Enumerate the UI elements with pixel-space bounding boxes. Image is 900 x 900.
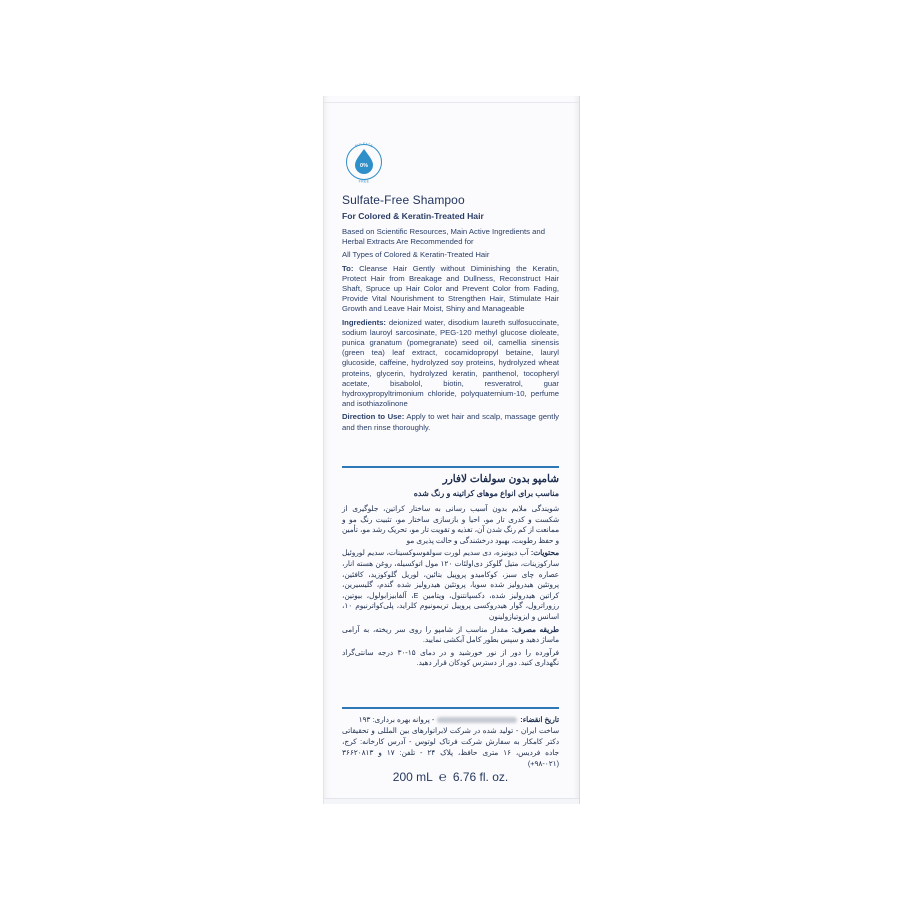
persian-ingredients-paragraph xyxy=(342,548,559,622)
persian-ingredients-label: محتویات: xyxy=(530,548,559,558)
persian-subtitle: مناسب برای انواع موهای کراتینه و رنگ شده xyxy=(413,489,559,498)
persian-text-block xyxy=(342,472,559,671)
english-text-block xyxy=(342,193,559,436)
section-divider-top xyxy=(342,466,559,468)
persian-usage-paragraph xyxy=(342,625,559,646)
persian-storage: فرآورده را دور از نور خورشید و در دمای ۱۵-۳۰ درجه سانتی‌گراد نگهداری کنید. دور از دسترس کودکان قرار دهید. xyxy=(342,647,559,668)
volume-ml: 200 mL xyxy=(392,770,433,784)
expiry-label: تاریخ انقضاء: xyxy=(520,715,559,724)
purpose-label: To: xyxy=(342,263,354,273)
redacted-expiry xyxy=(437,717,517,723)
purpose-paragraph xyxy=(342,264,559,315)
directions-paragraph xyxy=(342,412,559,432)
volume-line xyxy=(342,770,559,784)
persian-ingredients-text: آب دیونیزه، دی سدیم لورت سولفوسوکسینات، سدیم لوروئیل سارکوزینات، متیل گلوکز دی‌اولئات ۱۲۰ مول اتوکسیله، روغن هسته انار، عصاره چای سبز، کوکامیدو پروپیل بتائین، لوریل گلوکوزید، کافئین، پروتئین هیدرولیز شده سویا، پروتئین هیدرولیز شده گندم، گلیسیرین، کراتین هیدرولیز شده، دکسپانتنول، ویتامین E، آلفابیزابولول، بیوتین، رزوراترول، گوار هیدروکسی پروپیل تریمونیوم کلراید، پلی‌کواترنیوم ۱۰، اسانس و ایزوتیازولینون xyxy=(342,548,559,621)
directions-label: Direction to Use: xyxy=(342,412,405,422)
purpose-text: Cleanse Hair Gently without Diminishing the Keratin, Protect Hair from Breakage and Dullness, Reconstruct Hair Shaft, Spruce up Hair Color and Prevent Color from Fading, Provide Vital Nourishment to Strengthen Hair, Stimulate Hair Growth and Leave Hair Moist, Shiny and Manageable xyxy=(342,263,559,314)
product-title: Sulfate-Free Shampoo xyxy=(342,193,465,207)
persian-usage-label: طریقه مصرف: xyxy=(511,624,559,634)
license-text: - پروانه بهره برداری: ۱۹۳ xyxy=(358,715,435,724)
estimated-sign-icon: ℮ xyxy=(438,769,447,784)
ingredients-paragraph xyxy=(342,318,559,410)
sulfate-free-badge xyxy=(344,140,384,184)
product-subtitle: For Colored & Keratin-Treated Hair xyxy=(342,211,484,221)
manufacturer-block xyxy=(342,714,559,769)
water-drop-icon xyxy=(355,149,373,174)
manufacturer-text: ساخت ایران - تولید شده در شرکت لابراتوارهای بین المللی و تحقیقاتی دکتر کامکار به سفارش شرکت فرتاک لوتوس - آدرس کارخانه: کرج، جاده فردیس، ۱۶ متری حافظ، پلاک ۲۴ - تلفن: ۱۷ و ۳۶۶۲۰۸۱۳ (۰۲۱-۹۸+) xyxy=(342,726,559,768)
box-top-fold xyxy=(324,96,579,103)
persian-title: شامپو بدون سولفات لافارر xyxy=(442,473,559,485)
ingredients-label: Ingredients: xyxy=(342,317,386,327)
svg-text:SULFATE xyxy=(354,142,374,149)
badge-top-text: SULFATE xyxy=(354,141,374,149)
section-divider-bottom xyxy=(342,707,559,709)
persian-intro: شویندگی ملایم بدون آسیب رسانی به ساختار کراتین، جلوگیری از شکست و کدری تار مو، احیا و بازسازی ساختار مو، تثبیت رنگ مو و ممانعت از کم رنگ شدن آن، تغذیه و تقویت تار مو، تحریک رشد مو، تأمین و حفظ رطوبت، بهبود درخشندگی و حالت پذیری مو xyxy=(342,504,559,545)
badge-bottom-text: FREE xyxy=(358,179,370,184)
volume-floz: 6.76 fl. oz. xyxy=(452,770,509,784)
intro-text-2: All Types of Colored & Keratin-Treated Hair xyxy=(342,250,490,260)
intro-text: Based on Scientific Resources, Main Active Ingredients and Herbal Extracts Are Recommended for xyxy=(342,227,545,247)
persian-usage-text: مقدار مناسب از شامپو را روی سر ریخته، به آرامی ماساژ دهید و سپس بطور کامل آبکشی نمایید. xyxy=(342,624,559,645)
expiry-license-line xyxy=(342,714,559,725)
ingredients-text: deionized water, disodium laureth sulfosuccinate, sodium lauroyl sarcosinate, PEG-120 methyl glucose dioleate, punica granatum (pomegranate) seed oil, camellia sinensis (green tea) leaf extract, cocamidopropyl betaine, lauryl glucoside, caffeine, hydrolyzed soy proteins, hydrolyzed wheat proteins, glycerin, hydrolyzed keratin, panthenol, tocopheryl acetate, bisabolol, biotin, resveratrol, guar hydroxypropyltrimonium chloride, polyquaternium-10, perfume and isothiazolinone xyxy=(342,317,559,409)
directions-text: Apply to wet hair and scalp, massage gently and then rinse thoroughly. xyxy=(342,412,559,432)
badge-center-text: 0% xyxy=(360,163,368,169)
box-bottom-fold xyxy=(324,798,579,804)
